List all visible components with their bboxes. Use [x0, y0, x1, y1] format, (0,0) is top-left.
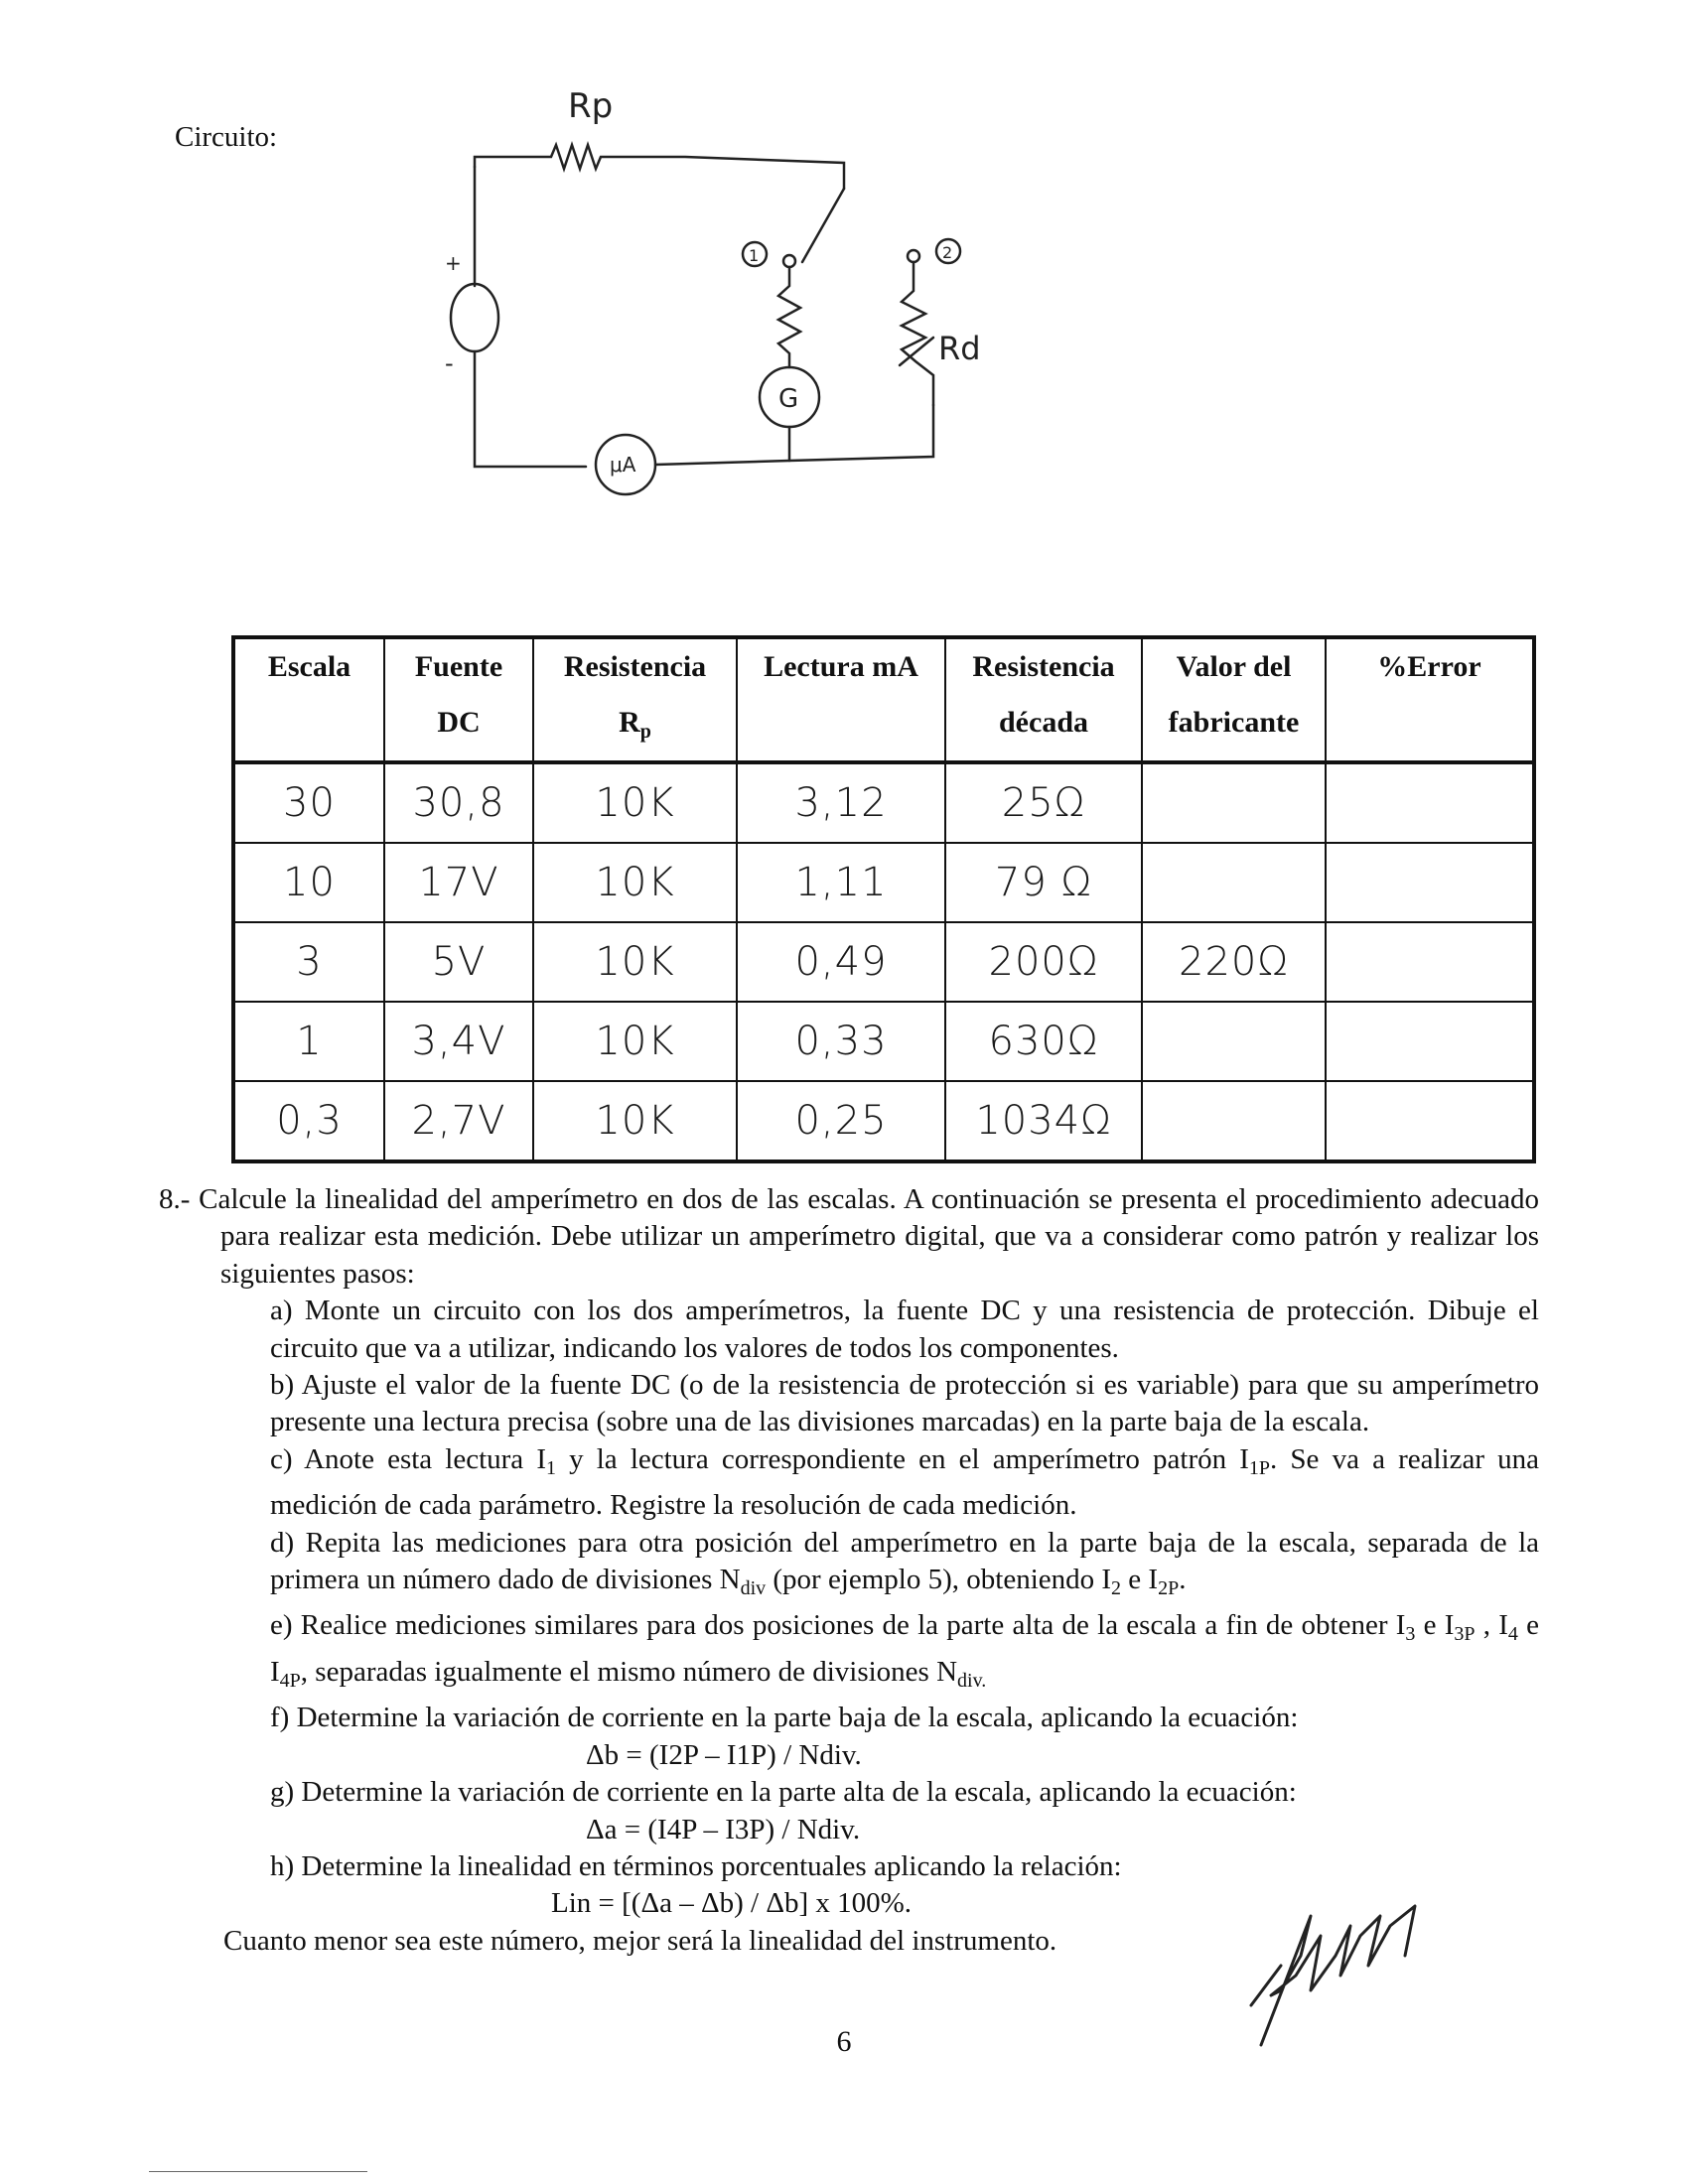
table-cell — [1326, 1002, 1534, 1081]
table-cell: 3,12 — [737, 762, 945, 843]
table-cell: 10K — [533, 1081, 737, 1161]
table-cell: 10K — [533, 1002, 737, 1081]
header-resistencia-decada: Resistencia década — [945, 637, 1142, 762]
measurement-table — [231, 635, 1536, 1163]
table-cell: 200Ω — [945, 922, 1142, 1002]
table-cell — [1326, 843, 1534, 922]
table-cell: 30,8 — [384, 762, 533, 843]
table-row — [233, 843, 1534, 922]
table-cell: 25Ω — [945, 762, 1142, 843]
table-row — [233, 1081, 1534, 1161]
table-cell: 0,49 — [737, 922, 945, 1002]
step-e: e) Realice mediciones similares para dos posiciones de la parte alta de la escala a fin de obtener $I_3$ e $I_{3P}$ , $I_4$ e $I_{4P}$, separadas igualmente el mismo número de divisiones $N_{div.}$ — [270, 1609, 1539, 1692]
table-row — [233, 762, 1534, 843]
circuit-heading: Circuito: — [175, 121, 278, 153]
step-g: g) Determine la variación de corriente en la parte alta de la escala, aplicando la ecuación: — [270, 1776, 1297, 1809]
footer-rule — [149, 2171, 367, 2172]
table-row — [233, 922, 1534, 1002]
equation-delta-b: Δb = (I2P – I1P) / Ndiv. — [586, 1738, 862, 1771]
table-cell: 17V — [384, 843, 533, 922]
table-cell: 30 — [233, 762, 384, 843]
table-cell: 10K — [533, 762, 737, 843]
table-cell — [1142, 1002, 1326, 1081]
table-cell: 10K — [533, 843, 737, 922]
table-cell: 79 Ω — [945, 843, 1142, 922]
header-error: %Error — [1326, 637, 1534, 762]
table-cell: 1 — [233, 1002, 384, 1081]
node1-label: 1 — [749, 246, 760, 265]
table-cell: 2,7V — [384, 1081, 533, 1161]
table-cell: 1,11 — [737, 843, 945, 922]
table-row — [233, 1002, 1534, 1081]
table-cell: 3 — [233, 922, 384, 1002]
step-d: d) Repita las mediciones para otra posición del amperímetro en la parte baja de la escala, separada de la primera un número dado de divisiones $N_{div}$ (por ejemplo 5), obteniendo $I_2$ e $I_{2P}$. — [270, 1526, 1539, 1600]
galvanometer-label: G — [778, 384, 799, 414]
table-cell — [1326, 922, 1534, 1002]
step-c: c) Anote esta lectura $I_1$ y la lectura correspondiente en el amperímetro patrón $I_{1P}$. Se va a realizar una medición de cada parámetro. Registre la resolución de cada medición. — [270, 1442, 1540, 1522]
table-cell: 630Ω — [945, 1002, 1142, 1081]
table-cell — [1326, 1081, 1534, 1161]
item-8: 8.- Calcule la linealidad del amperímetro en dos de las escalas. A continuación se presenta el procedimiento adecuado para realizar esta medición. Debe utilizar un amperímetro digital, que va a considerar como patrón y realizar los siguientes pasos: — [159, 1183, 1539, 1290]
table-header-row — [233, 637, 1534, 762]
table-cell — [1142, 1081, 1326, 1161]
circuit-diagram — [397, 77, 1023, 514]
header-fuente: Fuente DC — [384, 637, 533, 762]
table-cell: 0,33 — [737, 1002, 945, 1081]
table-cell — [1326, 762, 1534, 843]
minus-label: - — [445, 349, 454, 377]
page-number: 6 — [836, 2025, 852, 2058]
step-a: a) Monte un circuito con los dos amperímetros, la fuente DC y una resistencia de protección. Dibuje el circuito que va a utilizar, indicando los valores de todos los componentes. — [270, 1295, 1539, 1364]
plus-label: + — [445, 251, 462, 275]
table-cell — [1142, 843, 1326, 922]
table-cell: 1034Ω — [945, 1081, 1142, 1161]
table-cell: 220Ω — [1142, 922, 1326, 1002]
ammeter-label: μA — [610, 453, 636, 477]
table-cell: 10K — [533, 922, 737, 1002]
table-cell: 5V — [384, 922, 533, 1002]
node2-label: 2 — [942, 243, 953, 262]
table-cell: 0,25 — [737, 1081, 945, 1161]
header-valor-fabricante: Valor del fabricante — [1142, 637, 1326, 762]
equation-delta-a: Δa = (I4P – I3P) / Ndiv. — [586, 1813, 861, 1845]
header-lectura: Lectura mA — [737, 637, 945, 762]
equation-linearity: Lin = [(Δa – Δb) / Δb] x 100%. — [551, 1887, 913, 1920]
rd-label: Rd — [938, 330, 981, 367]
rp-label: Rp — [568, 86, 614, 126]
table-cell: 3,4V — [384, 1002, 533, 1081]
table-cell: 0,3 — [233, 1081, 384, 1161]
header-escala: Escala — [233, 637, 384, 762]
instructions — [159, 1181, 1539, 1960]
closing-sentence: Cuanto menor sea este número, mejor será la linealidad del instrumento. — [223, 1924, 1057, 1957]
step-b: b) Ajuste el valor de la fuente DC (o de la resistencia de protección si es variable) para que su amperímetro presente una lectura precisa (sobre una de las divisiones marcadas) en la parte baja de la escala. — [270, 1369, 1539, 1438]
step-h: h) Determine la linealidad en términos porcentuales aplicando la relación: — [270, 1849, 1122, 1882]
table-cell — [1142, 762, 1326, 843]
step-f: f) Determine la variación de corriente en la parte baja de la escala, aplicando la ecuación: — [270, 1702, 1299, 1734]
header-resistencia-rp: Resistencia $R_p$ — [533, 637, 737, 762]
table-cell: 10 — [233, 843, 384, 922]
